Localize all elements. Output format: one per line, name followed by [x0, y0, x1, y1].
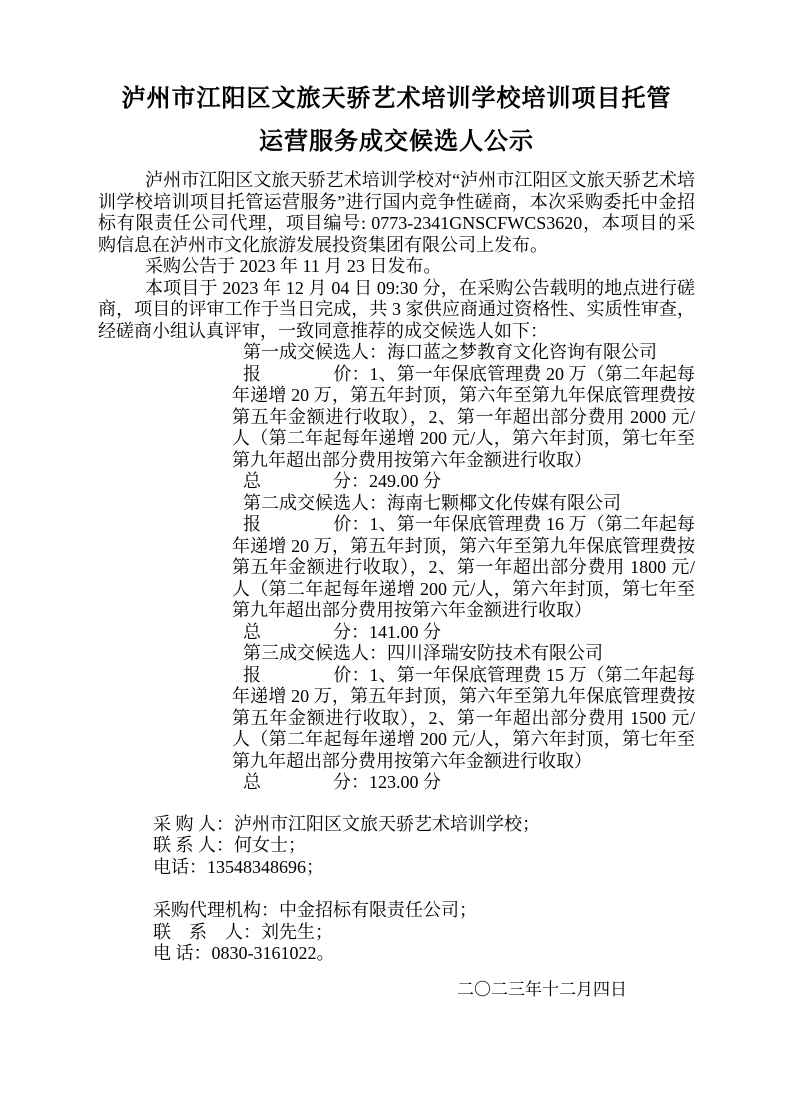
candidate-1-name: 第一成交候选人：海口蓝之梦教育文化咨询有限公司 — [243, 342, 657, 362]
purchaser-name-line: 采 购 人：泸州市江阳区文旅天骄艺术培训学校； — [153, 813, 540, 834]
candidate-1-price: 报 价：1、第一年保底管理费 20 万（第二年起每年递增 20 万，第五年封顶，第六年至第九年保底管理费按第五年金额进行收取），2、第一年超出部分费用 2000 元/人（第二年起每年递增 200 元/人，第六年封顶，第七年至第九年超出部分费用按第六年金额进行收取） — [232, 363, 695, 470]
agency-name-line: 采购代理机构：中金招标有限责任公司； — [153, 900, 477, 920]
purchaser-info — [98, 814, 695, 879]
candidates-section — [232, 342, 695, 794]
candidate-3-score: 总 分：123.00 分 — [243, 772, 441, 792]
candidate-3-price: 报 价：1、第一年保底管理费 15 万（第二年起每年递增 20 万，第五年封顶，第六年至第九年保底管理费按第五年金额进行收取），2、第一年超出部分费用 1500 元/人（第二年起每年递增 200 元/人，第六年封顶，第七年至第九年超出部分费用按第六年金额进行收取） — [232, 664, 695, 771]
candidate-2-score: 总 分：141.00 分 — [243, 621, 441, 642]
title-line-1: 泸州市江阳区文旅天骄艺术培训学校培训项目托管 — [121, 86, 672, 112]
paragraph-announcement-date: 采购公告于 2023 年 11 月 23 日发布。 — [145, 256, 442, 276]
candidate-2-name: 第二成交候选人：海南七颗椰文化传媒有限公司 — [243, 492, 621, 513]
title-line-2: 运营服务成交候选人公示 — [259, 129, 534, 155]
candidate-1-score: 总 分：249.00 分 — [243, 471, 441, 491]
paragraph-review-result: 本项目于 2023 年 12 月 04 日 09:30 分，在采购公告载明的地点进行磋商，项目的评审工作于当日完成，共 3 家供应商通过资格性、实质性审查，经磋商小组认真评审，一致同意推荐的成交候选人如下： — [98, 277, 695, 341]
spacer — [98, 878, 695, 900]
candidate-2-price: 报 价：1、第一年保底管理费 16 万（第二年起每年递增 20 万，第五年封顶，第六年至第九年保底管理费按第五年金额进行收取），2、第一年超出部分费用 1800 元/人（第二年起每年递增 200 元/人，第六年封顶，第七年至第九年超出部分费用按第六年金额进行收取） — [232, 514, 695, 620]
agency-contact-line: 联 系 人：刘先生； — [153, 921, 333, 942]
agency-phone-line: 电 话：0830-3161022。 — [153, 943, 335, 963]
agency-info — [98, 900, 695, 965]
paragraph-intro: 泸州市江阳区文旅天骄艺术培训学校对“泸州市江阳区文旅天骄艺术培训学校培训项目托管运营服务”进行国内竞争性磋商，本次采购委托中金招标有限责任公司代理，项目编号: 0773-2341GNSCFWCS3620，本项目的采购信息在泸州市文化旅游发展投资集团有限公司上发布。 — [98, 170, 695, 255]
document-date: 二〇二三年十二月四日 — [457, 979, 627, 999]
spacer — [98, 794, 695, 814]
purchaser-contact-line: 联 系 人：何女士； — [153, 835, 306, 855]
candidate-3-name: 第三成交候选人：四川泽瑞安防技术有限公司 — [243, 643, 603, 663]
purchaser-phone-line: 电话：13548348696； — [153, 856, 324, 877]
document-title — [98, 78, 695, 164]
